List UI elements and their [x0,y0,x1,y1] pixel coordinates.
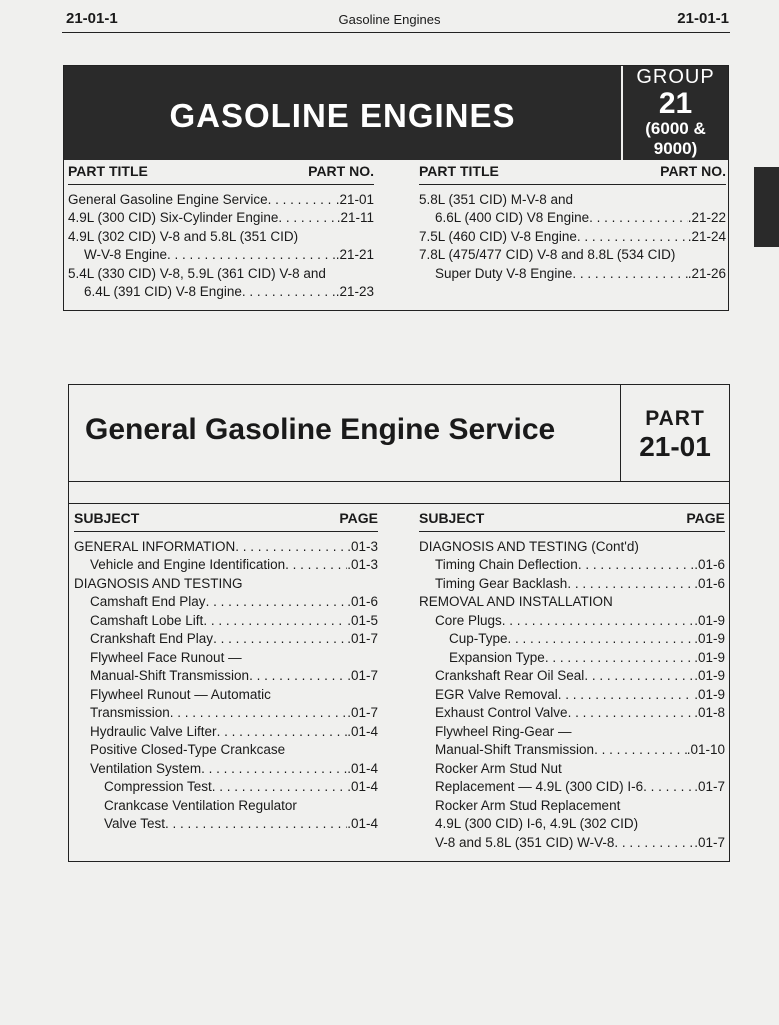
part-left-column [74,509,378,834]
entry-title: Replacement — 4.9L (300 CID) I-6 [435,779,644,794]
entry-title: Timing Gear Backlash [435,575,568,591]
list-item [419,649,725,668]
list-item [74,686,378,705]
page-header: PAGE [339,510,378,526]
entry-title: Timing Chain Deflection [435,557,578,572]
list-item [74,575,378,594]
leader-dots [589,209,688,228]
leader-dots [206,593,348,612]
list-item [74,593,378,612]
entry-title: 4.9L (300 CID) Six-Cylinder Engine [68,210,279,225]
leader-dots [249,667,347,686]
part-title-header: PART TITLE [419,163,499,179]
leader-dots [278,209,336,228]
list-item [74,760,378,779]
leader-dots [170,704,347,723]
list-item [419,667,725,686]
part-title-header: PART TITLE [68,163,148,179]
entry-title: Manual-Shift Transmission [90,668,250,683]
entry-title: 5.8L (351 CID) M-V-8 and [419,191,574,207]
part-left-list [74,538,378,834]
entry-title: 5.4L (330 CID) V-8, 5.9L (361 CID) V-8 and [68,265,326,281]
group-series-line-2: 9000) [653,139,698,158]
entry-title: 7.5L (460 CID) V-8 Engine [419,228,577,244]
leader-dots [285,556,347,575]
group-index-box [63,65,729,311]
group-right-list [419,191,726,284]
entry-page: .01-3 [347,557,378,572]
leader-dots [167,246,336,265]
group-number: 21 [658,87,693,120]
entry-page: .01-3 [347,538,378,554]
list-item [419,575,725,594]
entry-page: .21-22 [687,210,726,225]
entry-page: .01-4 [347,760,378,776]
list-item [74,815,378,834]
entry-title: Flywheel Face Runout — [90,649,242,665]
list-item [419,686,725,705]
entry-page: .21-01 [335,191,374,207]
leader-dots [572,265,687,284]
entry-page: .01-7 [347,705,378,720]
list-item [419,797,725,816]
list-item [419,815,725,834]
list-item [68,228,374,247]
part-label: PART [645,407,705,430]
list-item [74,778,378,797]
leader-dots [268,191,336,210]
group-left-column-header [68,162,374,185]
entry-title: Vehicle and Engine Identification [90,557,286,572]
group-left-list [68,191,374,302]
list-item [419,612,725,631]
leader-dots [235,538,347,557]
leader-dots [212,778,347,797]
leader-dots [165,815,347,834]
list-item [419,593,725,612]
entry-title: Transmission [90,705,170,720]
entry-title: Rocker Arm Stud Replacement [435,797,621,813]
list-item [74,649,378,668]
list-item [419,246,726,265]
entry-title: 6.4L (391 CID) V-8 Engine [84,284,242,299]
leader-dots [567,575,694,594]
running-header: Gasoline Engines [338,12,441,27]
entry-title: Ventilation System [90,760,202,776]
header-rule [62,32,730,33]
leader-dots [203,612,347,631]
part-left-column-header [74,509,378,532]
entry-title: Compression Test [104,779,212,794]
leader-dots [508,630,695,649]
entry-page: .21-23 [335,284,374,299]
list-item [74,538,378,557]
list-item [419,778,725,797]
group-title: GASOLINE ENGINES [169,97,516,134]
entry-title: Positive Closed-Type Crankcase [90,742,286,757]
group-right-column [419,162,726,283]
entry-page: .01-6 [694,575,725,591]
part-right-column [419,509,725,852]
subject-header: SUBJECT [419,510,485,526]
entry-title: V-8 and 5.8L (351 CID) W-V-8 [435,834,615,850]
entry-page: .01-9 [694,649,725,665]
group-series-line-1: (6000 & [645,119,706,138]
entry-title: Crankcase Ventilation Regulator [104,797,297,813]
part-no-header: PART NO. [308,163,374,179]
list-item [419,630,725,649]
part-number: 21-01 [639,431,711,462]
leader-dots [614,834,694,853]
group-right-column-header [419,162,726,185]
entry-page: .01-7 [347,668,378,683]
list-item [419,265,726,284]
entry-title: Flywheel Ring-Gear — [435,723,572,739]
list-item [419,538,725,557]
entry-page: .21-11 [336,210,374,225]
leader-dots [217,723,348,742]
leader-dots [545,649,694,668]
entry-title: Super Duty V-8 Engine [435,265,573,281]
entry-page: .01-7 [694,779,725,794]
entry-title: DIAGNOSIS AND TESTING [74,575,243,591]
entry-page: .01-5 [347,612,378,628]
subject-header: SUBJECT [74,510,140,526]
part-rule-bottom [69,503,729,504]
entry-title: EGR Valve Removal [435,686,558,702]
entry-title: Core Plugs [435,612,502,628]
part-number-cell [620,385,729,481]
entry-title: Rocker Arm Stud Nut [435,760,562,776]
entry-page: .21-21 [335,247,374,262]
entry-title: DIAGNOSIS AND TESTING (Cont'd) [419,538,639,554]
list-item [74,667,378,686]
entry-page: .01-9 [694,631,725,646]
list-item [419,723,725,742]
entry-page: .01-7 [347,631,378,646]
entry-title: GENERAL INFORMATION [74,538,236,554]
group-banner [64,66,621,160]
entry-title: Cup-Type [449,631,508,646]
entry-page: .01-4 [347,723,378,739]
list-item [68,191,374,210]
entry-page: .01-10 [686,742,725,757]
leader-dots [558,686,694,705]
group-left-column [68,162,374,302]
leader-dots [242,283,336,302]
list-item [68,246,374,265]
entry-title: Crankshaft Rear Oil Seal [435,668,585,683]
entry-page: .01-8 [694,705,725,720]
leader-dots [578,556,694,575]
leader-dots [213,630,347,649]
entry-page: .01-4 [347,816,378,831]
leader-dots [594,741,687,760]
page-header: PAGE [686,510,725,526]
page-number-left: 21-01-1 [66,10,118,27]
list-item [419,209,726,228]
list-item [419,704,725,723]
entry-title: General Gasoline Engine Service [68,191,268,207]
entry-page: .01-9 [694,686,725,702]
part-no-header: PART NO. [660,163,726,179]
part-rule-top [69,481,729,482]
leader-dots [584,667,694,686]
leader-dots [568,704,695,723]
entry-page: .01-6 [347,594,378,609]
entry-page: .01-9 [694,612,725,628]
section-tab-marker [754,167,779,247]
list-item [68,265,374,284]
part-index-box [68,384,730,862]
entry-page: .21-24 [687,228,726,244]
entry-title: Flywheel Runout — Automatic [90,686,271,702]
entry-page: .01-6 [694,557,725,572]
group-label: GROUP [636,66,715,88]
entry-title: 4.9L (302 CID) V-8 and 5.8L (351 CID) [68,228,299,244]
group-number-cell [621,66,728,160]
entry-page: .01-4 [347,779,378,794]
list-item [419,834,725,853]
entry-title: Manual-Shift Transmission [435,742,595,757]
entry-title: Expansion Type [449,649,545,665]
entry-page: .21-26 [687,265,726,281]
list-item [419,760,725,779]
list-item [419,191,726,210]
list-item [74,723,378,742]
list-item [68,283,374,302]
list-item [74,704,378,723]
leader-dots [201,760,347,779]
list-item [419,556,725,575]
entry-title: 6.6L (400 CID) V8 Engine [435,210,590,225]
list-item [74,741,378,760]
entry-page: .01-7 [694,834,725,850]
entry-title: REMOVAL AND INSTALLATION [419,594,613,609]
entry-title: 4.9L (300 CID) I-6, 4.9L (302 CID) [435,816,639,831]
entry-title: Exhaust Control Valve [435,705,568,720]
list-item [74,630,378,649]
entry-title: Camshaft Lobe Lift [90,612,204,628]
leader-dots [502,612,694,631]
list-item [74,797,378,816]
leader-dots [577,228,688,247]
part-right-column-header [419,509,725,532]
list-item [419,741,725,760]
entry-title: 7.8L (475/477 CID) V-8 and 8.8L (534 CID) [419,247,676,262]
page-number-right: 21-01-1 [677,10,729,27]
entry-title: Camshaft End Play [90,594,206,609]
entry-title: Valve Test [104,816,166,831]
entry-title: Crankshaft End Play [90,631,214,646]
entry-page: .01-9 [694,668,725,683]
entry-title: W-V-8 Engine [84,247,168,262]
leader-dots [643,778,694,797]
list-item [419,228,726,247]
part-right-list [419,538,725,853]
part-title: General Gasoline Engine Service [85,413,556,446]
entry-title: Hydraulic Valve Lifter [90,723,217,739]
list-item [68,209,374,228]
list-item [74,556,378,575]
list-item [74,612,378,631]
